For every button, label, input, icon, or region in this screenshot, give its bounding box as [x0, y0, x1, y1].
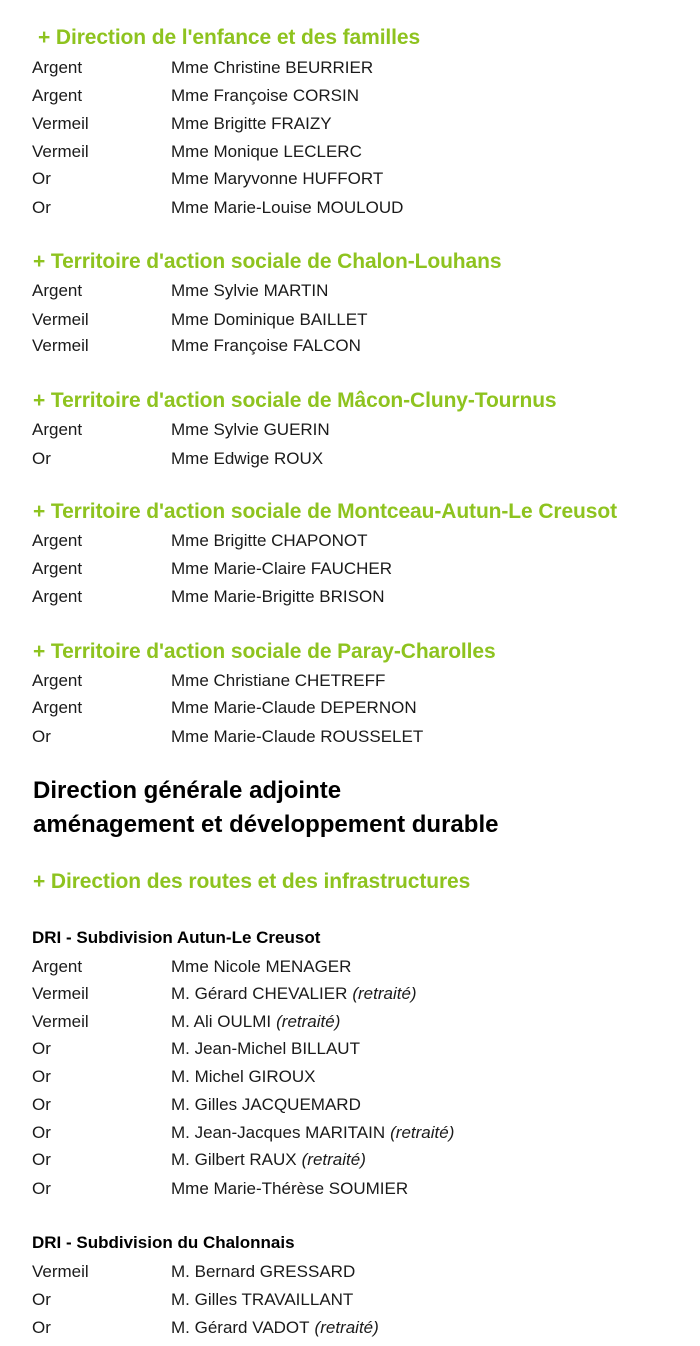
person-name: Mme Marie-Louise MOULOUD — [171, 198, 404, 217]
list-item — [0, 279, 700, 303]
list-item — [0, 529, 700, 553]
medal-label: Argent — [32, 957, 83, 976]
person-name: Mme Marie-Thérèse SOUMIER — [171, 1179, 409, 1198]
person-name: Mme Françoise FALCON — [171, 336, 361, 355]
section-heading: + Territoire d'action sociale de Montceau-Autun-Le Creusot — [33, 500, 617, 523]
medal-label: Argent — [32, 420, 83, 439]
subsection-heading: DRI - Subdivision du Chalonnais — [32, 1233, 295, 1252]
medal-label: Or — [32, 198, 51, 217]
medal-label: Or — [32, 1179, 51, 1198]
person-name: M. Gérard CHEVALIER (retraité) — [171, 984, 417, 1003]
section-heading: + Territoire d'action sociale de Chalon-Louhans — [33, 250, 502, 273]
list-item — [0, 447, 700, 471]
division-heading-line1: Direction générale adjointe — [33, 777, 342, 804]
person-name: Mme Marie-Claude ROUSSELET — [171, 727, 424, 746]
person-name: Mme Brigitte CHAPONOT — [171, 531, 368, 550]
retired-note: (retraité) — [352, 984, 417, 1003]
person-name: Mme Dominique BAILLET — [171, 310, 368, 329]
person-name: M. Ali OULMI (retraité) — [171, 1012, 341, 1031]
section-heading: + Territoire d'action sociale de Paray-Charolles — [33, 640, 496, 663]
list-item — [0, 1037, 700, 1061]
person-name: M. Jean-Michel BILLAUT — [171, 1039, 360, 1058]
medal-label: Argent — [32, 281, 83, 300]
division-heading — [33, 774, 498, 842]
medal-label: Vermeil — [32, 984, 89, 1003]
person-name: M. Michel GIROUX — [171, 1067, 316, 1086]
retired-note: (retraité) — [276, 1012, 341, 1031]
person-name: Mme Maryvonne HUFFORT — [171, 169, 384, 188]
list-item — [0, 1065, 700, 1089]
list-item — [0, 140, 700, 164]
person-name: M. Jean-Jacques MARITAIN (retraité) — [171, 1123, 455, 1142]
medal-label: Argent — [32, 698, 83, 717]
list-item — [0, 56, 700, 80]
list-item — [0, 1010, 700, 1034]
list-item — [0, 196, 700, 220]
list-item — [0, 418, 700, 442]
person-name: Mme Monique LECLERC — [171, 142, 362, 161]
division-heading-line2: aménagement et développement durable — [33, 811, 499, 838]
list-item — [0, 1148, 700, 1172]
medal-label: Argent — [32, 559, 83, 578]
medal-label: Or — [32, 1039, 51, 1058]
medal-label: Or — [32, 169, 51, 188]
person-name: Mme Marie-Claude DEPERNON — [171, 698, 417, 717]
person-name: Mme Brigitte FRAIZY — [171, 114, 332, 133]
person-name: Mme Marie-Brigitte BRISON — [171, 587, 385, 606]
list-item — [0, 585, 700, 609]
list-item — [0, 334, 700, 358]
list-item — [0, 557, 700, 581]
retired-note: (retraité) — [314, 1318, 379, 1337]
retired-note: (retraité) — [301, 1150, 366, 1169]
person-name: Mme Sylvie GUERIN — [171, 420, 330, 439]
medal-label: Vermeil — [32, 1262, 89, 1281]
list-item — [0, 167, 700, 191]
medal-label: Vermeil — [32, 1012, 89, 1031]
medal-label: Or — [32, 449, 51, 468]
section-heading: + Direction de l'enfance et des familles — [38, 26, 421, 49]
list-item — [0, 982, 700, 1006]
section-heading: + Direction des routes et des infrastructures — [33, 870, 471, 893]
medal-label: Vermeil — [32, 336, 89, 355]
list-item — [0, 84, 700, 108]
list-item — [0, 955, 700, 979]
medal-label: Or — [32, 1318, 51, 1337]
list-item — [0, 1260, 700, 1284]
person-name: M. Gilles TRAVAILLANT — [171, 1290, 354, 1309]
list-item — [0, 1177, 700, 1201]
subsection-heading: DRI - Subdivision Autun-Le Creusot — [32, 928, 321, 947]
list-item — [0, 669, 700, 693]
medal-label: Or — [32, 1123, 51, 1142]
medal-label: Argent — [32, 671, 83, 690]
list-item — [0, 725, 700, 749]
medal-label: Argent — [32, 531, 83, 550]
person-name: Mme Edwige ROUX — [171, 449, 324, 468]
list-item — [0, 1288, 700, 1312]
medal-label: Argent — [32, 58, 83, 77]
person-name: Mme Sylvie MARTIN — [171, 281, 329, 300]
person-name: Mme Nicole MENAGER — [171, 957, 352, 976]
retired-note: (retraité) — [390, 1123, 455, 1142]
person-name: Mme Christiane CHETREFF — [171, 671, 386, 690]
section-heading: + Territoire d'action sociale de Mâcon-Cluny-Tournus — [33, 389, 557, 412]
person-name: M. Gilles JACQUEMARD — [171, 1095, 361, 1114]
list-item — [0, 308, 700, 332]
medal-label: Argent — [32, 587, 83, 606]
person-name: M. Bernard GRESSARD — [171, 1262, 356, 1281]
medal-label: Or — [32, 727, 51, 746]
person-name: M. Gilbert RAUX (retraité) — [171, 1150, 366, 1169]
medal-label: Or — [32, 1067, 51, 1086]
medal-label: Vermeil — [32, 114, 89, 133]
list-item — [0, 696, 700, 720]
person-name: M. Gérard VADOT (retraité) — [171, 1318, 379, 1337]
medal-label: Or — [32, 1290, 51, 1309]
list-item — [0, 112, 700, 136]
medal-label: Or — [32, 1095, 51, 1114]
medal-label: Argent — [32, 86, 83, 105]
list-item — [0, 1121, 700, 1145]
medal-label: Vermeil — [32, 310, 89, 329]
list-item — [0, 1316, 700, 1340]
medal-label: Or — [32, 1150, 51, 1169]
person-name: Mme Marie-Claire FAUCHER — [171, 559, 393, 578]
medal-label: Vermeil — [32, 142, 89, 161]
person-name: Mme Christine BEURRIER — [171, 58, 374, 77]
person-name: Mme Françoise CORSIN — [171, 86, 359, 105]
list-item — [0, 1093, 700, 1117]
